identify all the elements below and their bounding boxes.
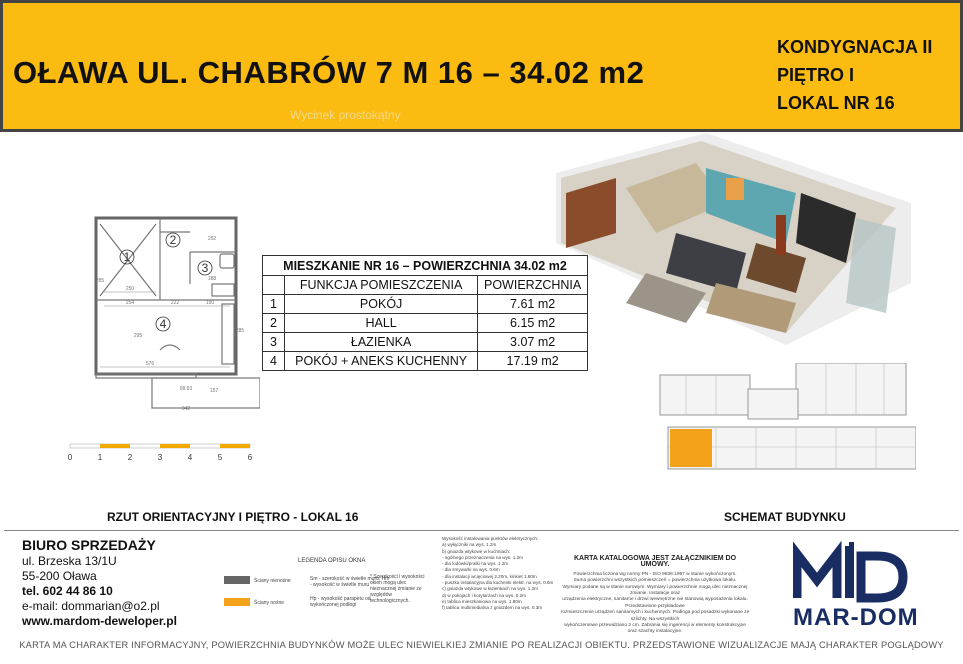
room-number-4: 4 — [159, 317, 167, 331]
office-website: www.mardom-deweloper.pl — [22, 614, 177, 628]
electrical-specs: Wysokość instalowania punktów elektrycznych: a) wyłączniki na wys. 1.2m b) gniazda wtykowe w kuchniach: - ogólnego przeznaczenia na wys. 1.2m - dla lodówki/pralki na wys. 1.2m - dla zmywarki na wys. 0.6m - dla instalacji wcięciowej 2.20m, kinkiet 1.80m - puszka instalacyjna dla kuchenki elektr. na wys. 0.6m c) gniazda wtykowe w łazienkach na wys. 1.2m d) w pokojach i korytarzach na wys. 0.2m e) tablica mieszkaniowa na wys. 1.80m f) tablica multimedialna z gniazdem na wys. 0.3m — [442, 536, 554, 611]
lokal-label: LOKAL NR 16 — [777, 93, 895, 113]
table-title: MIESZKANIE NR 16 – POWIERZCHNIA 34.02 m2 — [263, 256, 588, 276]
table-row: 2 HALL 6.15 m2 — [263, 314, 588, 333]
svg-text:222: 222 — [170, 300, 180, 306]
svg-text:2: 2 — [127, 453, 133, 462]
divider — [4, 530, 959, 531]
legend-title: LEGENDA OPISU OKNA — [298, 558, 366, 564]
col-header-function: FUNKCJA POMIESZCZENIA — [285, 276, 478, 295]
table-row: 1 POKÓJ 7.61 m2 — [263, 295, 588, 314]
page-title: OŁAWA UL. CHABRÓW 7 M 16 – 34.02 m2 — [13, 55, 645, 90]
svg-text:0: 0 — [67, 453, 73, 462]
apartment-3d-render — [556, 133, 911, 345]
office-email: e-mail: dommarian@o2.pl — [22, 599, 160, 613]
svg-text:285: 285 — [95, 278, 105, 284]
nonbearing-wall-swatch — [224, 576, 250, 584]
svg-text:98.93: 98.93 — [179, 386, 193, 392]
svg-text:295: 295 — [133, 333, 143, 339]
svg-text:157: 157 — [209, 388, 219, 394]
svg-text:342: 342 — [181, 406, 191, 412]
table-row: 4 POKÓJ + ANEKS KUCHENNY 17.19 m2 — [263, 352, 588, 371]
ghost-watermark-text: Wycinek prostokątny — [290, 108, 401, 122]
floor-info — [777, 33, 932, 117]
svg-text:190: 190 — [205, 300, 215, 306]
footer-disclaimer: KARTA MA CHARAKTER INFORMACYJNY, POWIERZCHNIA BUDYNKÓW MOŻE ULEC NIEWIELKIEJ ZMIANIE PO REALIZACJI OBIEKTU. PRZEDSTAWIONE WIZUALIZACJE MAJĄ CHARAKTER POGLĄDOWY — [19, 640, 944, 650]
area-table — [262, 255, 588, 371]
office-city: 55-200 Oława — [22, 569, 97, 583]
svg-text:576: 576 — [145, 361, 155, 367]
mardom-logo — [793, 540, 963, 635]
svg-text:4: 4 — [187, 453, 193, 462]
svg-text:285: 285 — [235, 328, 245, 334]
pietro-label: PIĘTRO I — [777, 65, 855, 85]
sales-office — [22, 537, 177, 629]
room-number-1: 1 — [123, 250, 131, 264]
building-schema — [656, 363, 916, 473]
col-header-area: POWIERZCHNIA — [478, 276, 588, 295]
table-row: 3 ŁAZIENKA 3.07 m2 — [263, 333, 588, 352]
catalog-card-title: KARTA KATALOGOWA JEST ZAŁĄCZNIKIEM DO UMOWY. — [573, 555, 737, 569]
window-legend: LEGENDA OPISU OKNA Ściany nienośne Ściany nośne Sm - szerokość w świetle muru; Hm - wysokość w świetle muru Hp - wysokość parapetu od wykończonej podłogi * Szerokości i wysokości okien mogą ulec nieznacznej zmianie ze względów technologicznych. — [222, 548, 432, 628]
schema-caption: SCHEMAT BUDYNKU — [724, 510, 846, 524]
scale-bar — [60, 440, 260, 466]
floor-plan — [60, 212, 260, 412]
room-number-3: 3 — [201, 261, 209, 275]
logo-mark-icon — [793, 540, 923, 604]
room-number-2: 2 — [169, 233, 177, 247]
sales-office-title: BIURO SPRZEDAŻY — [22, 537, 156, 553]
kondygnacja-label: KONDYGNACJA II — [777, 37, 933, 57]
office-street: ul. Brzeska 13/1U — [22, 554, 117, 568]
svg-text:3: 3 — [157, 453, 163, 462]
svg-text:1: 1 — [97, 453, 103, 462]
catalog-card-note: KARTA KATALOGOWA JEST ZAŁĄCZNIKIEM DO UMOWY. Powierzchnia liczona wg normy PN - ISO 9836:1997 w stanie wykończonym. Suma powierzchni wszystkich pomieszczeń = powierzchnia użytkowa lokalu. Wymiary podane są w stanie surowym. Wymiary i powierzchnie mogą ulec nieznacznej zmianie. Instalacje oraz urządzenia elektryczne, sanitarne i drzwi wewnętrzne nie stanowią wyposażenia lokalu. Przedstawione przykładowe rozmieszczenie urządzeń sanitarnych i kuchennych. Podłoga pod posadzki wykonane ze szlichty. Na wszystkich wykończeniowe przewidziano 2 cm. Zabrania się ingerencji w elementy konstrukcyjne oraz szachty instalacyjne. — [560, 555, 750, 635]
bearing-wall-swatch — [224, 598, 250, 606]
office-phone: tel. 602 44 86 10 — [22, 584, 113, 598]
svg-text:6: 6 — [247, 453, 253, 462]
plan-caption: RZUT ORIENTACYJNY I PIĘTRO - LOKAL 16 — [107, 510, 359, 524]
svg-text:254: 254 — [125, 300, 135, 306]
header-banner — [0, 0, 963, 132]
svg-text:250: 250 — [125, 286, 135, 292]
svg-text:252: 252 — [207, 236, 217, 242]
svg-text:5: 5 — [217, 453, 223, 462]
svg-text:188: 188 — [207, 276, 217, 282]
logo-name: MAR-DOM — [793, 604, 919, 631]
highlighted-unit — [670, 429, 712, 467]
